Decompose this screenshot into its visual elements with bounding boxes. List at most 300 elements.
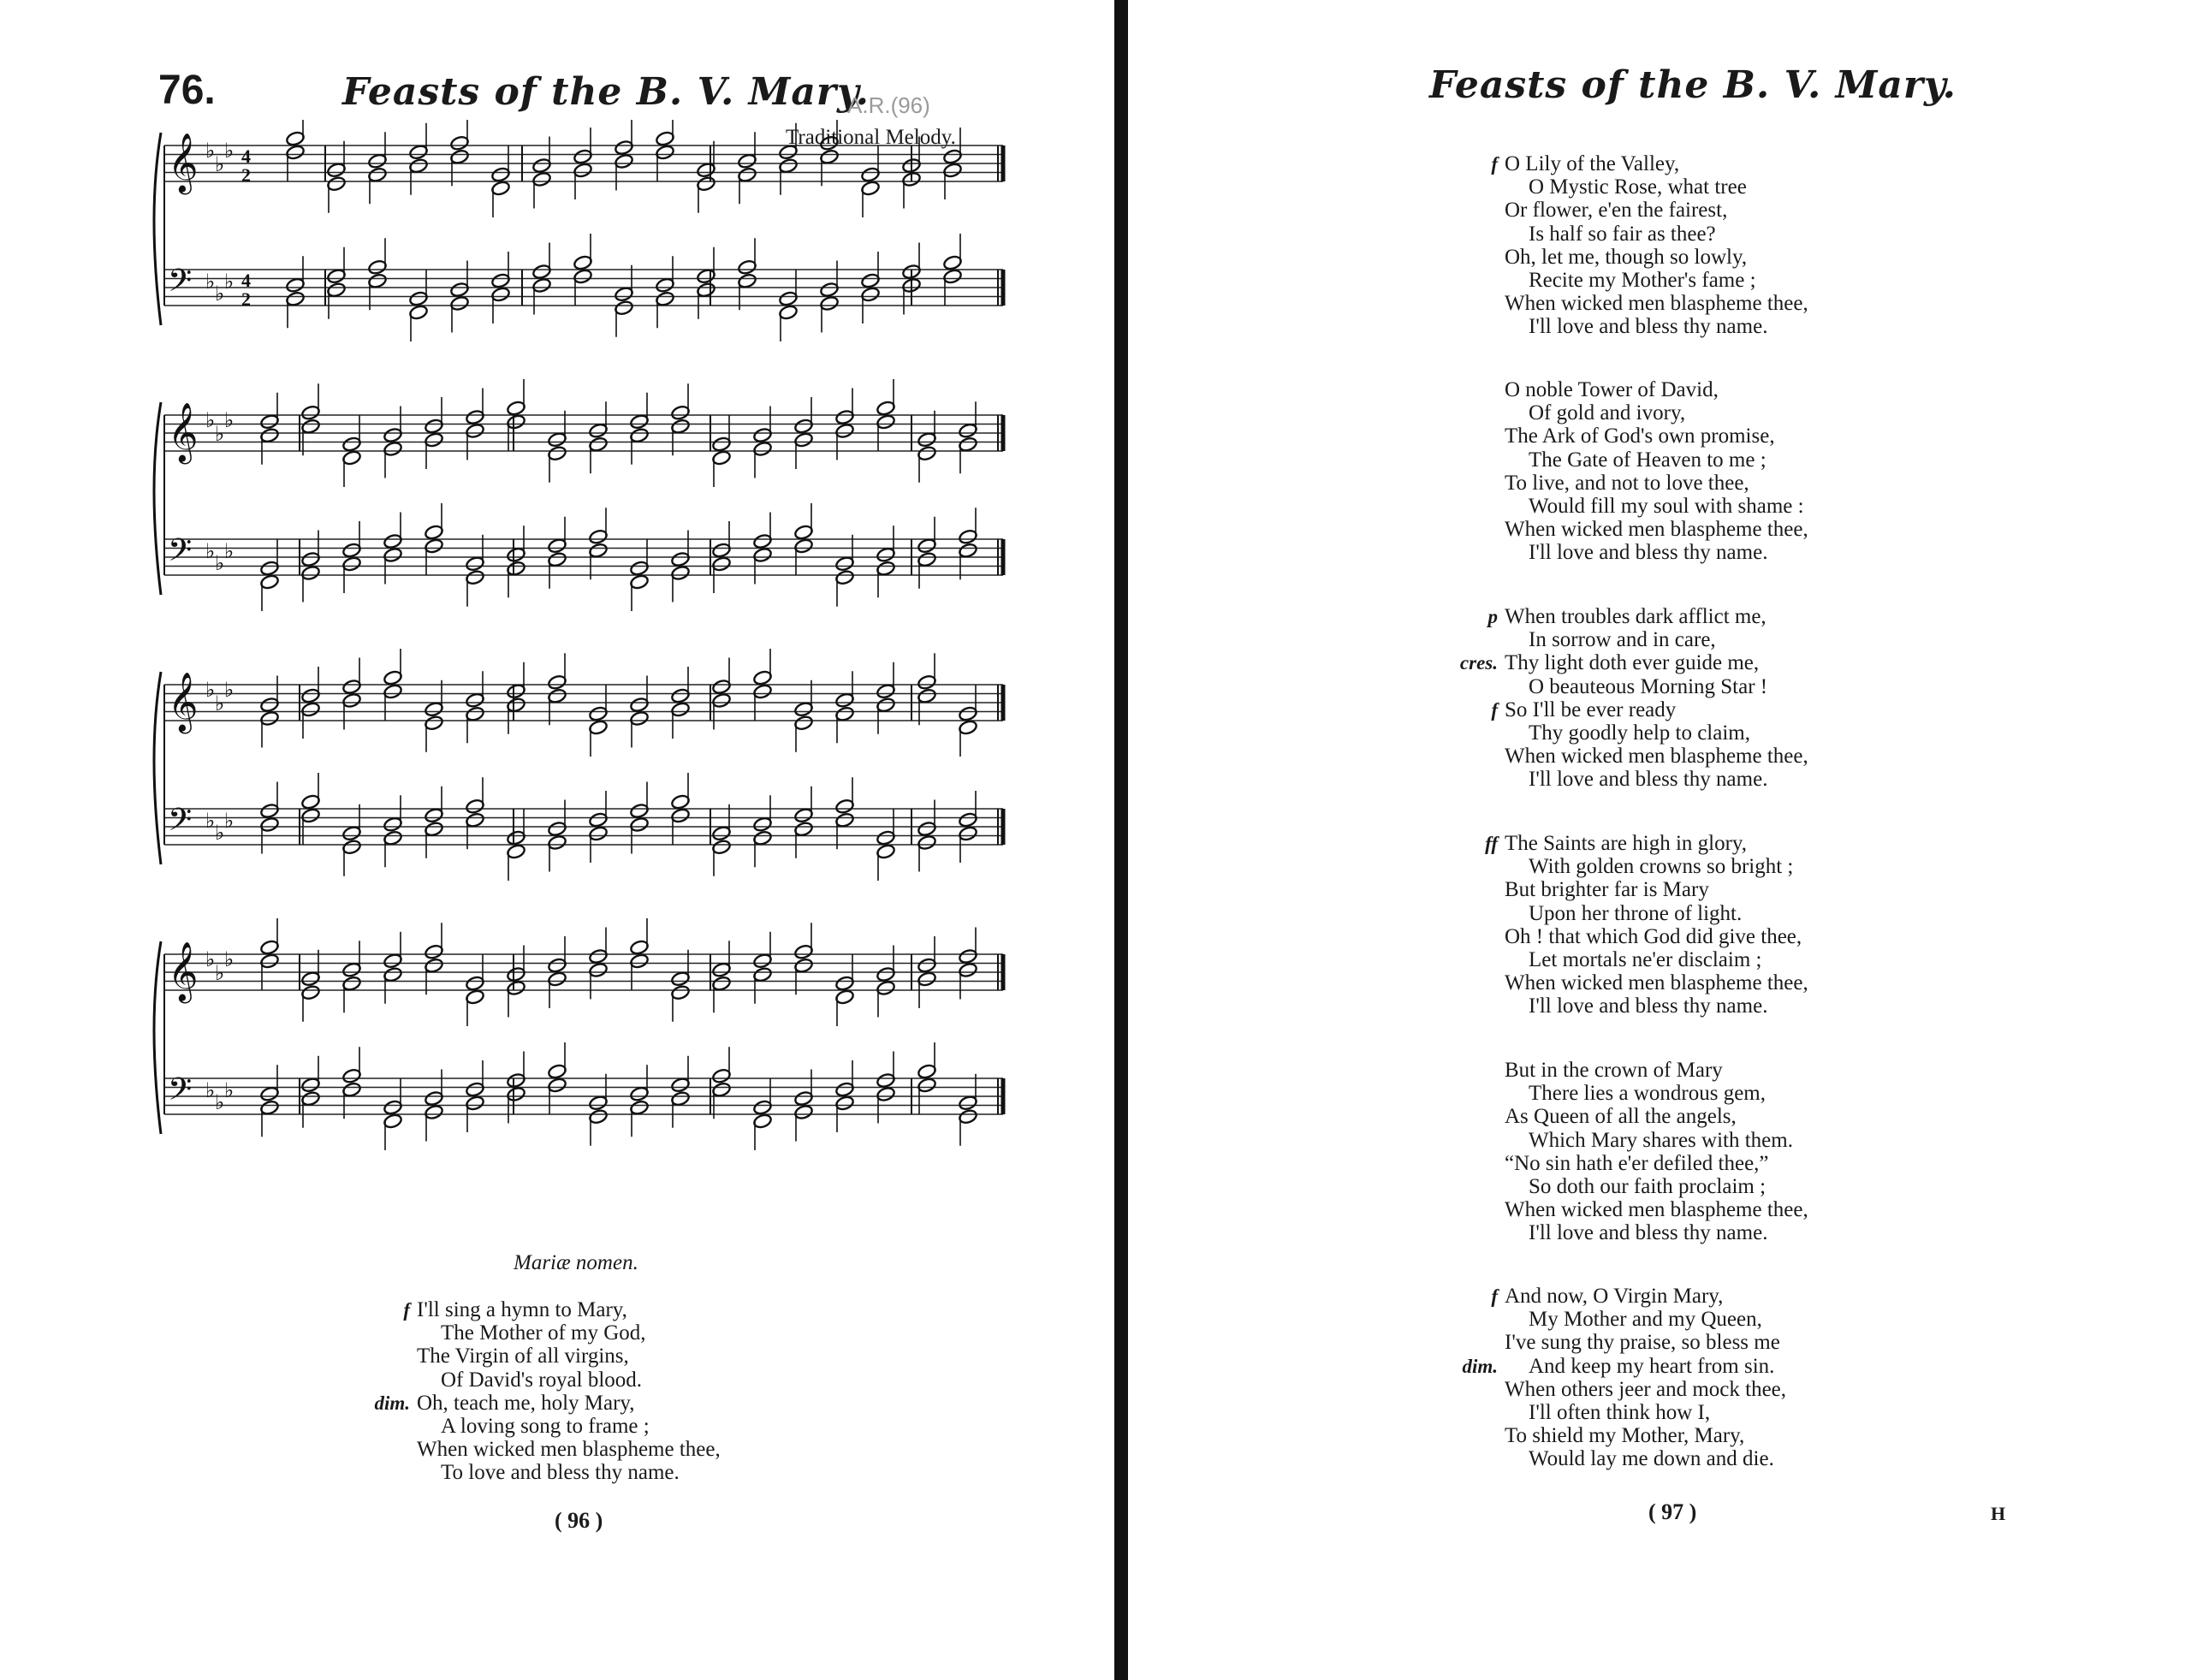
notehead	[876, 843, 895, 859]
notehead	[424, 1090, 443, 1107]
notehead	[629, 1086, 649, 1102]
verse-line	[1505, 541, 1808, 564]
signature-mark: H	[1991, 1503, 2006, 1524]
verse-line	[1462, 1354, 1786, 1378]
notehead	[958, 543, 977, 559]
notehead	[259, 413, 279, 430]
notehead	[285, 291, 305, 307]
notehead	[958, 705, 977, 721]
notehead	[876, 966, 895, 982]
verse-line	[1505, 1401, 1786, 1424]
notehead	[834, 975, 854, 991]
system-brace	[154, 672, 161, 864]
verse-text: I'll sing a hymn to Mary,	[417, 1298, 627, 1321]
notehead	[670, 701, 690, 717]
notehead	[300, 565, 320, 581]
verse-text: Which Mary shares with them.	[1529, 1128, 1793, 1152]
notehead	[300, 701, 320, 717]
notehead	[506, 1086, 525, 1102]
notehead	[300, 1077, 320, 1093]
notehead	[367, 153, 387, 169]
notehead	[793, 715, 813, 731]
notehead	[670, 807, 690, 823]
verse-text: When others jeer and mock thee,	[1505, 1377, 1787, 1401]
notehead	[917, 957, 936, 973]
notehead	[860, 286, 880, 302]
flat-sign: ♭	[205, 408, 216, 432]
verse-line	[1505, 902, 1808, 925]
notehead	[876, 413, 895, 430]
verse-text: When wicked men blaspheme thee,	[417, 1438, 721, 1462]
notehead	[876, 1086, 895, 1102]
notehead	[341, 692, 361, 709]
notehead	[737, 153, 757, 169]
page-number: ( 97 )	[1648, 1499, 1697, 1524]
verse-line	[1505, 628, 1808, 651]
flat-sign: ♭	[205, 678, 216, 702]
notehead	[737, 167, 757, 183]
notehead	[752, 1113, 772, 1129]
notehead	[942, 254, 962, 270]
verse-text: With golden crowns so bright ;	[1529, 855, 1794, 879]
verse-text: I'll love and bless thy name.	[1529, 541, 1768, 565]
notehead	[547, 445, 567, 461]
verse-line	[1505, 269, 1808, 292]
notehead	[793, 418, 813, 434]
notehead	[465, 555, 484, 572]
notehead	[834, 569, 854, 585]
notehead	[629, 560, 649, 576]
notehead	[819, 282, 839, 298]
verse-line	[1505, 1308, 1786, 1331]
verse-text: And keep my heart from sin.	[1529, 1354, 1775, 1378]
notehead	[793, 944, 813, 960]
verse-line	[1505, 745, 1808, 768]
verse-text: So I'll be ever ready	[1505, 698, 1677, 721]
notehead	[341, 825, 361, 841]
notehead	[383, 427, 402, 443]
verse-text: Oh ! that which God did give thee,	[1505, 924, 1802, 948]
verse-text: Is half so fair as thee?	[1529, 222, 1716, 246]
notehead	[573, 254, 592, 270]
treble-clef: 𝄞	[168, 402, 199, 462]
notehead	[367, 259, 387, 276]
notehead	[326, 282, 346, 298]
notehead	[547, 431, 567, 448]
notehead	[588, 543, 608, 559]
notehead	[300, 807, 320, 823]
verse-line	[1505, 1129, 1808, 1152]
notehead	[547, 971, 567, 987]
tune-attribution: Traditional Melody.	[786, 126, 956, 149]
notehead	[629, 953, 649, 969]
verse-text: The Virgin of all virgins,	[417, 1345, 629, 1368]
verse-text: Oh, teach me, holy Mary,	[417, 1391, 635, 1415]
notehead	[588, 719, 608, 735]
verse-text: But in the crown of Mary	[1505, 1059, 1723, 1082]
verse-line	[1505, 721, 1808, 745]
dynamic-marking: p	[1487, 606, 1498, 627]
notehead	[547, 674, 567, 691]
notehead	[300, 405, 320, 421]
notehead	[860, 166, 880, 182]
verse-text: When wicked men blaspheme thee,	[1505, 1198, 1808, 1222]
verse-line	[1505, 378, 1808, 401]
notehead	[752, 441, 772, 457]
notehead	[531, 157, 551, 174]
notehead	[383, 669, 402, 686]
notehead	[465, 569, 484, 585]
notehead	[670, 1090, 690, 1107]
notehead	[917, 688, 936, 704]
notehead	[752, 816, 772, 833]
notehead	[958, 1095, 977, 1111]
notehead	[506, 1072, 525, 1089]
notehead	[737, 273, 757, 289]
verse-line	[1505, 675, 1808, 698]
notehead	[547, 551, 567, 567]
verse-text: The Saints are high in glory,	[1505, 832, 1748, 855]
notehead	[752, 427, 772, 443]
notehead	[752, 953, 772, 969]
verse-line	[1491, 152, 1808, 175]
flat-sign: ♭	[224, 678, 235, 702]
verse-text: Or flower, e'en the fairest,	[1505, 199, 1728, 223]
verse-text: I'll love and bless thy name.	[1529, 1221, 1768, 1245]
verse-line	[417, 1321, 721, 1345]
notehead	[670, 551, 690, 567]
notehead	[367, 273, 387, 289]
notehead	[670, 793, 690, 810]
verse-line	[1505, 1152, 1808, 1175]
notehead	[860, 180, 880, 196]
notehead	[341, 436, 361, 452]
notehead	[711, 1068, 731, 1084]
verse-line	[1491, 698, 1808, 721]
notehead	[670, 984, 690, 1000]
verse-text: When troubles dark afflict me,	[1505, 605, 1766, 628]
notehead	[547, 1063, 567, 1079]
flat-sign: ♭	[205, 139, 216, 163]
notehead	[367, 167, 387, 183]
flat-sign: ♭	[205, 809, 216, 833]
notehead	[300, 1090, 320, 1107]
verse-text: There lies a wondrous gem,	[1529, 1082, 1766, 1106]
verse-line	[1505, 448, 1808, 472]
verse-line	[1505, 1424, 1786, 1447]
notehead	[465, 798, 484, 815]
notehead	[793, 524, 813, 540]
time-signature-top: 4	[241, 145, 251, 167]
notehead	[341, 962, 361, 978]
notehead	[752, 669, 772, 686]
notehead	[629, 939, 649, 955]
notehead	[876, 561, 895, 577]
verse-line	[1505, 246, 1808, 269]
notehead	[424, 431, 443, 448]
verse-line	[1505, 1331, 1786, 1354]
notehead	[834, 812, 854, 828]
notehead	[424, 537, 443, 554]
notehead	[506, 561, 525, 577]
notehead	[490, 180, 510, 196]
notehead	[614, 300, 633, 316]
verse-7	[1462, 1285, 1787, 1471]
notehead	[629, 803, 649, 819]
notehead	[696, 162, 715, 178]
notehead	[917, 1063, 936, 1079]
verse-text: I've sung thy praise, so bless me	[1505, 1331, 1780, 1355]
notehead	[917, 431, 936, 448]
notehead	[655, 144, 674, 160]
dynamic-marking: ff	[1485, 833, 1498, 854]
notehead	[737, 259, 757, 276]
notehead	[670, 1077, 690, 1093]
notehead	[424, 821, 443, 837]
notehead	[614, 140, 633, 156]
notehead	[573, 162, 592, 178]
notehead	[711, 542, 731, 558]
notehead	[300, 687, 320, 703]
notehead	[285, 277, 305, 294]
notehead	[917, 971, 936, 987]
verse-text: When wicked men blaspheme thee,	[1505, 518, 1808, 542]
notehead	[834, 706, 854, 722]
verse-text: As Queen of all the angels,	[1505, 1105, 1737, 1129]
page-number: ( 96 )	[555, 1508, 603, 1533]
notehead	[876, 1072, 895, 1089]
notehead	[465, 1081, 484, 1097]
hymn-number: 76.	[158, 68, 216, 113]
notehead	[259, 803, 279, 819]
notehead	[670, 687, 690, 703]
notehead	[465, 1095, 484, 1111]
notehead	[711, 679, 731, 695]
flat-sign: ♭	[215, 1090, 225, 1114]
notehead	[531, 277, 551, 294]
verse-text: To shield my Mother, Mary,	[1505, 1424, 1745, 1448]
flat-sign: ♭	[215, 422, 225, 446]
notehead	[778, 157, 798, 174]
notehead	[506, 829, 525, 846]
flat-sign: ♭	[224, 1078, 235, 1102]
notehead	[465, 988, 484, 1005]
notehead	[383, 830, 402, 846]
notehead	[834, 409, 854, 425]
notehead	[614, 286, 633, 302]
notehead	[547, 957, 567, 973]
notehead	[383, 441, 402, 457]
notehead	[259, 939, 279, 955]
notehead	[490, 166, 510, 182]
verse-text: A loving song to frame ;	[441, 1414, 650, 1438]
verse-line	[1505, 878, 1808, 901]
notehead	[655, 130, 674, 146]
notehead	[629, 573, 649, 590]
verse-line	[1505, 223, 1808, 246]
notehead	[711, 555, 731, 572]
notehead	[300, 793, 320, 810]
notehead	[655, 291, 674, 307]
treble-clef: 𝄞	[168, 672, 199, 732]
notehead	[876, 547, 895, 563]
verse-text: Thy goodly help to claim,	[1529, 721, 1750, 745]
notehead	[424, 418, 443, 434]
notehead	[506, 400, 525, 416]
verse-text: When wicked men blaspheme thee,	[1505, 971, 1808, 995]
notehead	[424, 944, 443, 960]
verse-line	[1505, 1082, 1808, 1105]
treble-clef: 𝄞	[168, 133, 199, 193]
flat-sign: ♭	[215, 961, 225, 985]
notehead	[326, 175, 346, 192]
notehead	[670, 405, 690, 421]
notehead	[942, 162, 962, 178]
notehead	[383, 1099, 402, 1115]
notehead	[778, 144, 798, 160]
notehead	[506, 980, 525, 996]
notehead	[326, 162, 346, 178]
notehead	[259, 427, 279, 443]
verse-text: Upon her throne of light.	[1529, 901, 1743, 925]
verse-line	[1505, 1378, 1786, 1401]
verse-line	[417, 1461, 721, 1484]
notehead	[383, 966, 402, 982]
notehead	[259, 560, 279, 576]
notehead	[588, 1095, 608, 1111]
bass-clef: 𝄢	[168, 1072, 193, 1115]
verse-line	[1505, 971, 1808, 994]
notehead	[547, 537, 567, 554]
notehead	[326, 268, 346, 284]
flat-sign: ♭	[224, 809, 235, 833]
notehead	[588, 811, 608, 828]
notehead	[449, 282, 469, 298]
notehead	[465, 975, 484, 991]
bass-clef: 𝄢	[168, 263, 193, 306]
verse-line	[1505, 1175, 1808, 1198]
flat-sign: ♭	[205, 1078, 216, 1102]
verse-text: In sorrow and in care,	[1529, 628, 1716, 652]
notehead	[778, 290, 798, 306]
verse-text: The Gate of Heaven to me ;	[1529, 448, 1766, 472]
notehead	[424, 701, 443, 717]
notehead	[793, 807, 813, 823]
notehead	[629, 1100, 649, 1116]
notehead	[793, 537, 813, 554]
dynamic-marking: dim.	[1462, 1355, 1498, 1377]
notehead	[588, 705, 608, 721]
music-score	[145, 120, 1018, 1198]
flat-sign: ♭	[224, 539, 235, 563]
notehead	[285, 130, 305, 146]
notehead	[917, 445, 936, 461]
notehead	[793, 701, 813, 717]
notehead	[259, 816, 279, 833]
verse-text: O beauteous Morning Star !	[1529, 674, 1768, 698]
notehead	[917, 551, 936, 567]
notehead	[531, 264, 551, 280]
notehead	[547, 834, 567, 851]
notehead	[383, 547, 402, 563]
notehead	[834, 1081, 854, 1097]
verse-text: O Mystic Rose, what tree	[1529, 175, 1747, 199]
notehead	[834, 423, 854, 439]
notehead	[506, 413, 525, 430]
notehead	[341, 555, 361, 572]
verse-text: Of David's royal blood.	[441, 1368, 643, 1392]
notehead	[876, 400, 895, 416]
dynamic-marking: cres.	[1459, 652, 1498, 674]
time-signature-top: 4	[241, 270, 251, 291]
notehead	[942, 148, 962, 164]
notehead	[424, 1104, 443, 1120]
verse-line	[1505, 994, 1808, 1018]
notehead	[341, 839, 361, 855]
notehead	[300, 419, 320, 435]
notehead	[383, 953, 402, 969]
notehead	[917, 834, 936, 851]
verse-line	[1487, 605, 1808, 628]
notehead	[876, 829, 895, 846]
verse-text: When wicked men blaspheme thee,	[1505, 745, 1808, 769]
notehead	[465, 706, 484, 722]
notehead	[958, 825, 977, 841]
verse-line	[1505, 472, 1808, 495]
notehead	[285, 144, 305, 160]
notehead	[424, 715, 443, 731]
verse-line	[374, 1391, 721, 1415]
notehead	[614, 153, 633, 169]
notehead	[408, 304, 428, 320]
tune-name: Mariæ nomen.	[514, 1251, 638, 1274]
verse-line	[1505, 292, 1808, 315]
verse-text: Oh, let me, though so lowly,	[1505, 245, 1748, 269]
notehead	[834, 1095, 854, 1111]
notehead	[424, 524, 443, 540]
verse-line	[403, 1298, 721, 1321]
verse-line	[1505, 768, 1808, 791]
notehead	[819, 149, 839, 165]
flat-sign: ♭	[224, 270, 235, 294]
notehead	[711, 976, 731, 992]
flat-sign: ♭	[215, 152, 225, 176]
notehead	[793, 1104, 813, 1120]
verse-line	[1505, 1198, 1808, 1221]
flat-sign: ♭	[224, 139, 235, 163]
notehead	[670, 565, 690, 581]
verse-text: O noble Tower of David,	[1505, 378, 1719, 401]
notehead	[573, 148, 592, 164]
notehead	[573, 268, 592, 284]
notehead	[383, 1113, 402, 1129]
verse-text: Would fill my soul with shame :	[1529, 494, 1804, 518]
notehead	[629, 816, 649, 833]
verse-text: The Mother of my God,	[441, 1321, 646, 1345]
notehead	[670, 971, 690, 987]
verse-text: I'll love and bless thy name.	[1529, 994, 1768, 1018]
notehead	[917, 674, 936, 691]
time-signature-bottom: 2	[241, 288, 251, 310]
verse-text: But brighter far is Mary	[1505, 878, 1709, 902]
notehead	[465, 812, 484, 828]
notehead	[819, 135, 839, 151]
notehead	[341, 1082, 361, 1098]
verse-line	[1505, 948, 1808, 971]
notehead	[490, 286, 510, 302]
flat-sign: ♭	[215, 282, 225, 306]
verse-1	[374, 1298, 721, 1485]
